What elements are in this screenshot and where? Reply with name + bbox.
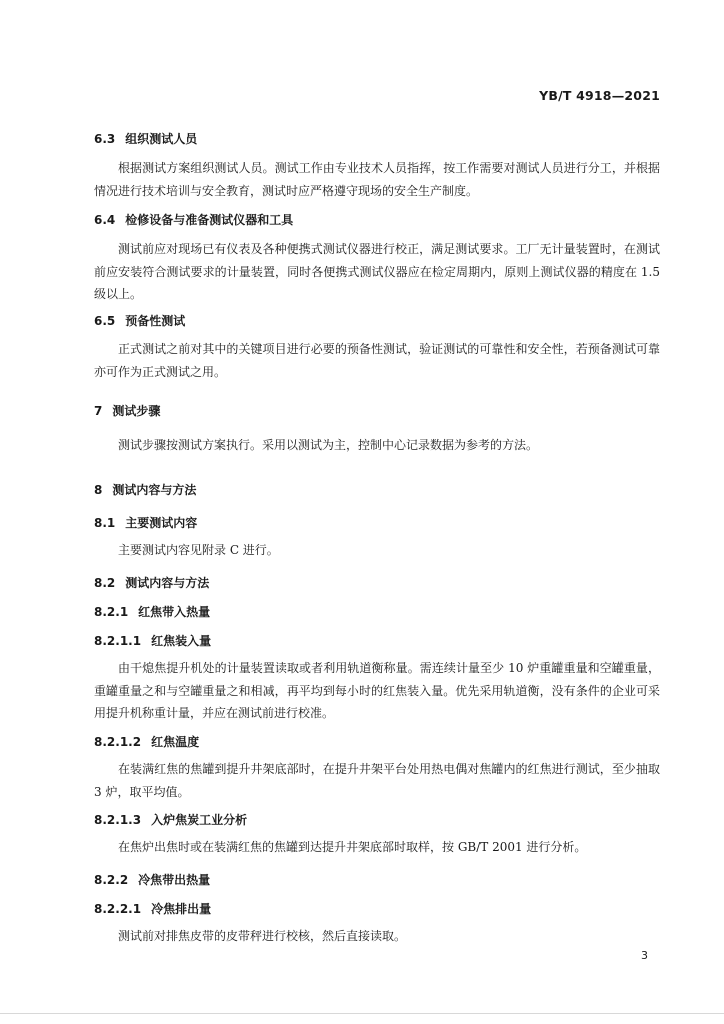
heading-number: 8.2.1.1 [94,634,142,648]
heading-title: 检修设备与准备测试仪器和工具 [125,213,294,227]
heading-8-2-1 [94,603,210,620]
paragraph-6-5: 正式测试之前对其中的关键项目进行必要的预备性测试，验证测试的可靠性和安全性，若预备测试可靠亦可作为正式测试之用。 [94,342,660,379]
heading-number: 6.3 [94,132,116,146]
standard-number: YB/T 4918—2021 [539,88,660,103]
heading-8-2-2-1 [94,900,211,917]
heading-title: 冷焦排出量 [151,902,212,916]
heading-8-2 [94,574,209,591]
heading-number: 8.1 [94,516,116,530]
heading-8-1 [94,514,197,531]
page-bottom-divider [0,1013,724,1014]
paragraph-8-2-1-1: 由干熄焦提升机处的计量装置读取或者利用轨道衡称量。需连续计量至少 10 炉重罐重量和空罐重量，重罐重量之和与空罐重量之和相减，再平均到每小时的红焦装入量。优先采用轨道衡，没有条件的企业可采用提升机称重计量，并应在测试前进行校准。 [94,661,660,720]
heading-8-2-1-1 [94,632,211,649]
heading-title: 红焦装入量 [151,634,212,648]
heading-8-2-2 [94,871,210,888]
heading-title: 组织测试人员 [125,132,198,146]
heading-8 [94,481,196,498]
heading-number: 7 [94,404,103,418]
heading-6-5 [94,312,185,329]
paragraph-7: 测试步骤按测试方案执行。采用以测试为主，控制中心记录数据为参考的方法。 [118,438,539,452]
heading-6-4 [94,211,293,228]
paragraph-8-1: 主要测试内容见附录 C 进行。 [118,543,279,557]
heading-8-2-1-2 [94,733,199,750]
heading-title: 红焦带入热量 [138,605,211,619]
heading-title: 入炉焦炭工业分析 [151,813,248,827]
heading-title: 红焦温度 [151,735,200,749]
heading-number: 8.2.2.1 [94,902,142,916]
heading-number: 8.2.2 [94,873,129,887]
heading-title: 测试内容与方法 [125,576,210,590]
heading-title: 测试步骤 [112,404,161,418]
heading-number: 8 [94,483,103,497]
heading-title: 预备性测试 [125,314,186,328]
paragraph-8-2-1-3: 在焦炉出焦时或在装满红焦的焦罐到达提升井架底部时取样，按 GB/T 2001 进行分析。 [118,840,587,854]
heading-6-3 [94,130,197,147]
heading-title: 测试内容与方法 [112,483,197,497]
heading-7 [94,402,160,419]
paragraph-6-3: 根据测试方案组织测试人员。测试工作由专业技术人员指挥，按工作需要对测试人员进行分工，并根据情况进行技术培训与安全教育，测试时应严格遵守现场的安全生产制度。 [94,161,660,198]
paragraph-8-2-2-1: 测试前对排焦皮带的皮带秤进行校核，然后直接读取。 [118,929,407,943]
heading-number: 8.2 [94,576,116,590]
heading-number: 8.2.1.3 [94,813,142,827]
heading-number: 6.4 [94,213,116,227]
paragraph-6-4: 测试前应对现场已有仪表及各种便携式测试仪器进行校正，满足测试要求。工厂无计量装置时，在测试前应安装符合测试要求的计量装置，同时各便携式测试仪器应在检定周期内，原则上测试仪器的精度在 1.5 级以上。 [94,242,660,301]
page-number: 3 [641,949,648,962]
heading-title: 冷焦带出热量 [138,873,211,887]
heading-number: 8.2.1.2 [94,735,142,749]
paragraph-8-2-1-2: 在装满红焦的焦罐到提升井架底部时，在提升井架平台处用热电偶对焦罐内的红焦进行测试，至少抽取 3 炉，取平均值。 [94,762,660,799]
heading-number: 8.2.1 [94,605,129,619]
heading-number: 6.5 [94,314,116,328]
heading-title: 主要测试内容 [125,516,198,530]
heading-8-2-1-3 [94,811,247,828]
